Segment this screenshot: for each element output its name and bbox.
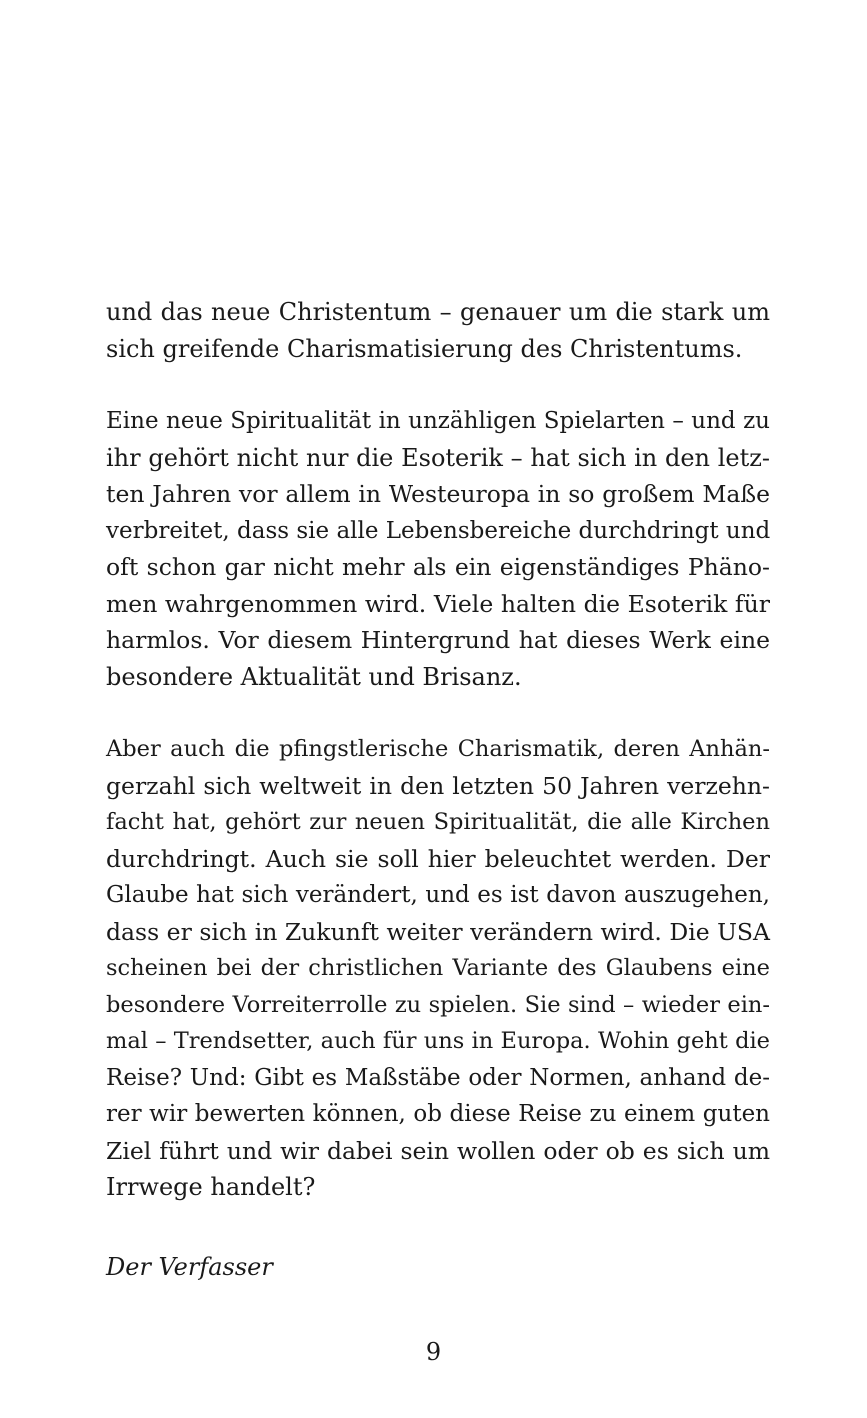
text-line: sich greifende Charismatisierung des Christentums. [106,334,743,363]
text-line: Reise? Und: Gibt es Maßstäbe oder Normen, anhand de- [106,1064,770,1091]
text-line: Glaube hat sich verändert, und es ist davon auszugehen, [106,882,770,908]
text-line: men wahrgenommen wird. Viele halten die Esoterik für [106,589,770,618]
text-line: rer wir bewerten können, ob diese Reise zu einem guten [106,1101,770,1127]
text-line: ihr gehört nicht nur die Esoterik – hat sich in den letz- [106,443,770,472]
text-line: gerzahl sich weltweit in den letzten 50 Jahren verzehn- [106,771,770,800]
text-line: und das neue Christentum – genauer um die stark um [106,298,770,326]
text-line: Aber auch die pfingstlerische Charismatik, deren Anhän- [106,736,770,762]
text-line: harmlos. Vor diesem Hintergrund hat dieses Werk eine [106,626,770,654]
text-line: dass er sich in Zukunft weiter verändern wird. Die USA [106,917,770,946]
text-line: Irrwege handelt? [106,1173,316,1201]
author-signature: Der Verfasser [106,1253,273,1281]
paragraph-2 [106,403,770,695]
text-line: ten Jahren vor allem in Westeuropa in so großem Maße [106,480,770,508]
text-line: besondere Aktualität und Brisanz. [106,662,522,691]
text-line: Ziel führt und wir dabei sein wollen oder ob es sich um [106,1136,770,1165]
text-line: oft schon gar nicht mehr als ein eigenständiges Phäno- [106,553,770,581]
text-line: verbreitet, dass sie alle Lebensbereiche durchdringt und [106,517,771,544]
text-line: scheinen bei der christlichen Variante des Glaubens eine [106,955,770,981]
text-line: Eine neue Spiritualität in unzähligen Spielarten – und zu [106,408,770,434]
text-line: mal – Trendsetter, auch für uns in Europa. Wohin geht die [106,1028,770,1054]
text-line: facht hat, gehört zur neuen Spiritualität, die alle Kirchen [106,809,770,835]
text-line: durchdringt. Auch sie soll hier beleuchtet werden. Der [106,844,770,873]
text-line: besondere Vorreiterrolle zu spielen. Sie sind – wieder ein- [106,991,770,1018]
paragraph-3 [106,731,770,1206]
paragraph-1 [106,294,770,367]
page-number: 9 [425,1338,442,1366]
